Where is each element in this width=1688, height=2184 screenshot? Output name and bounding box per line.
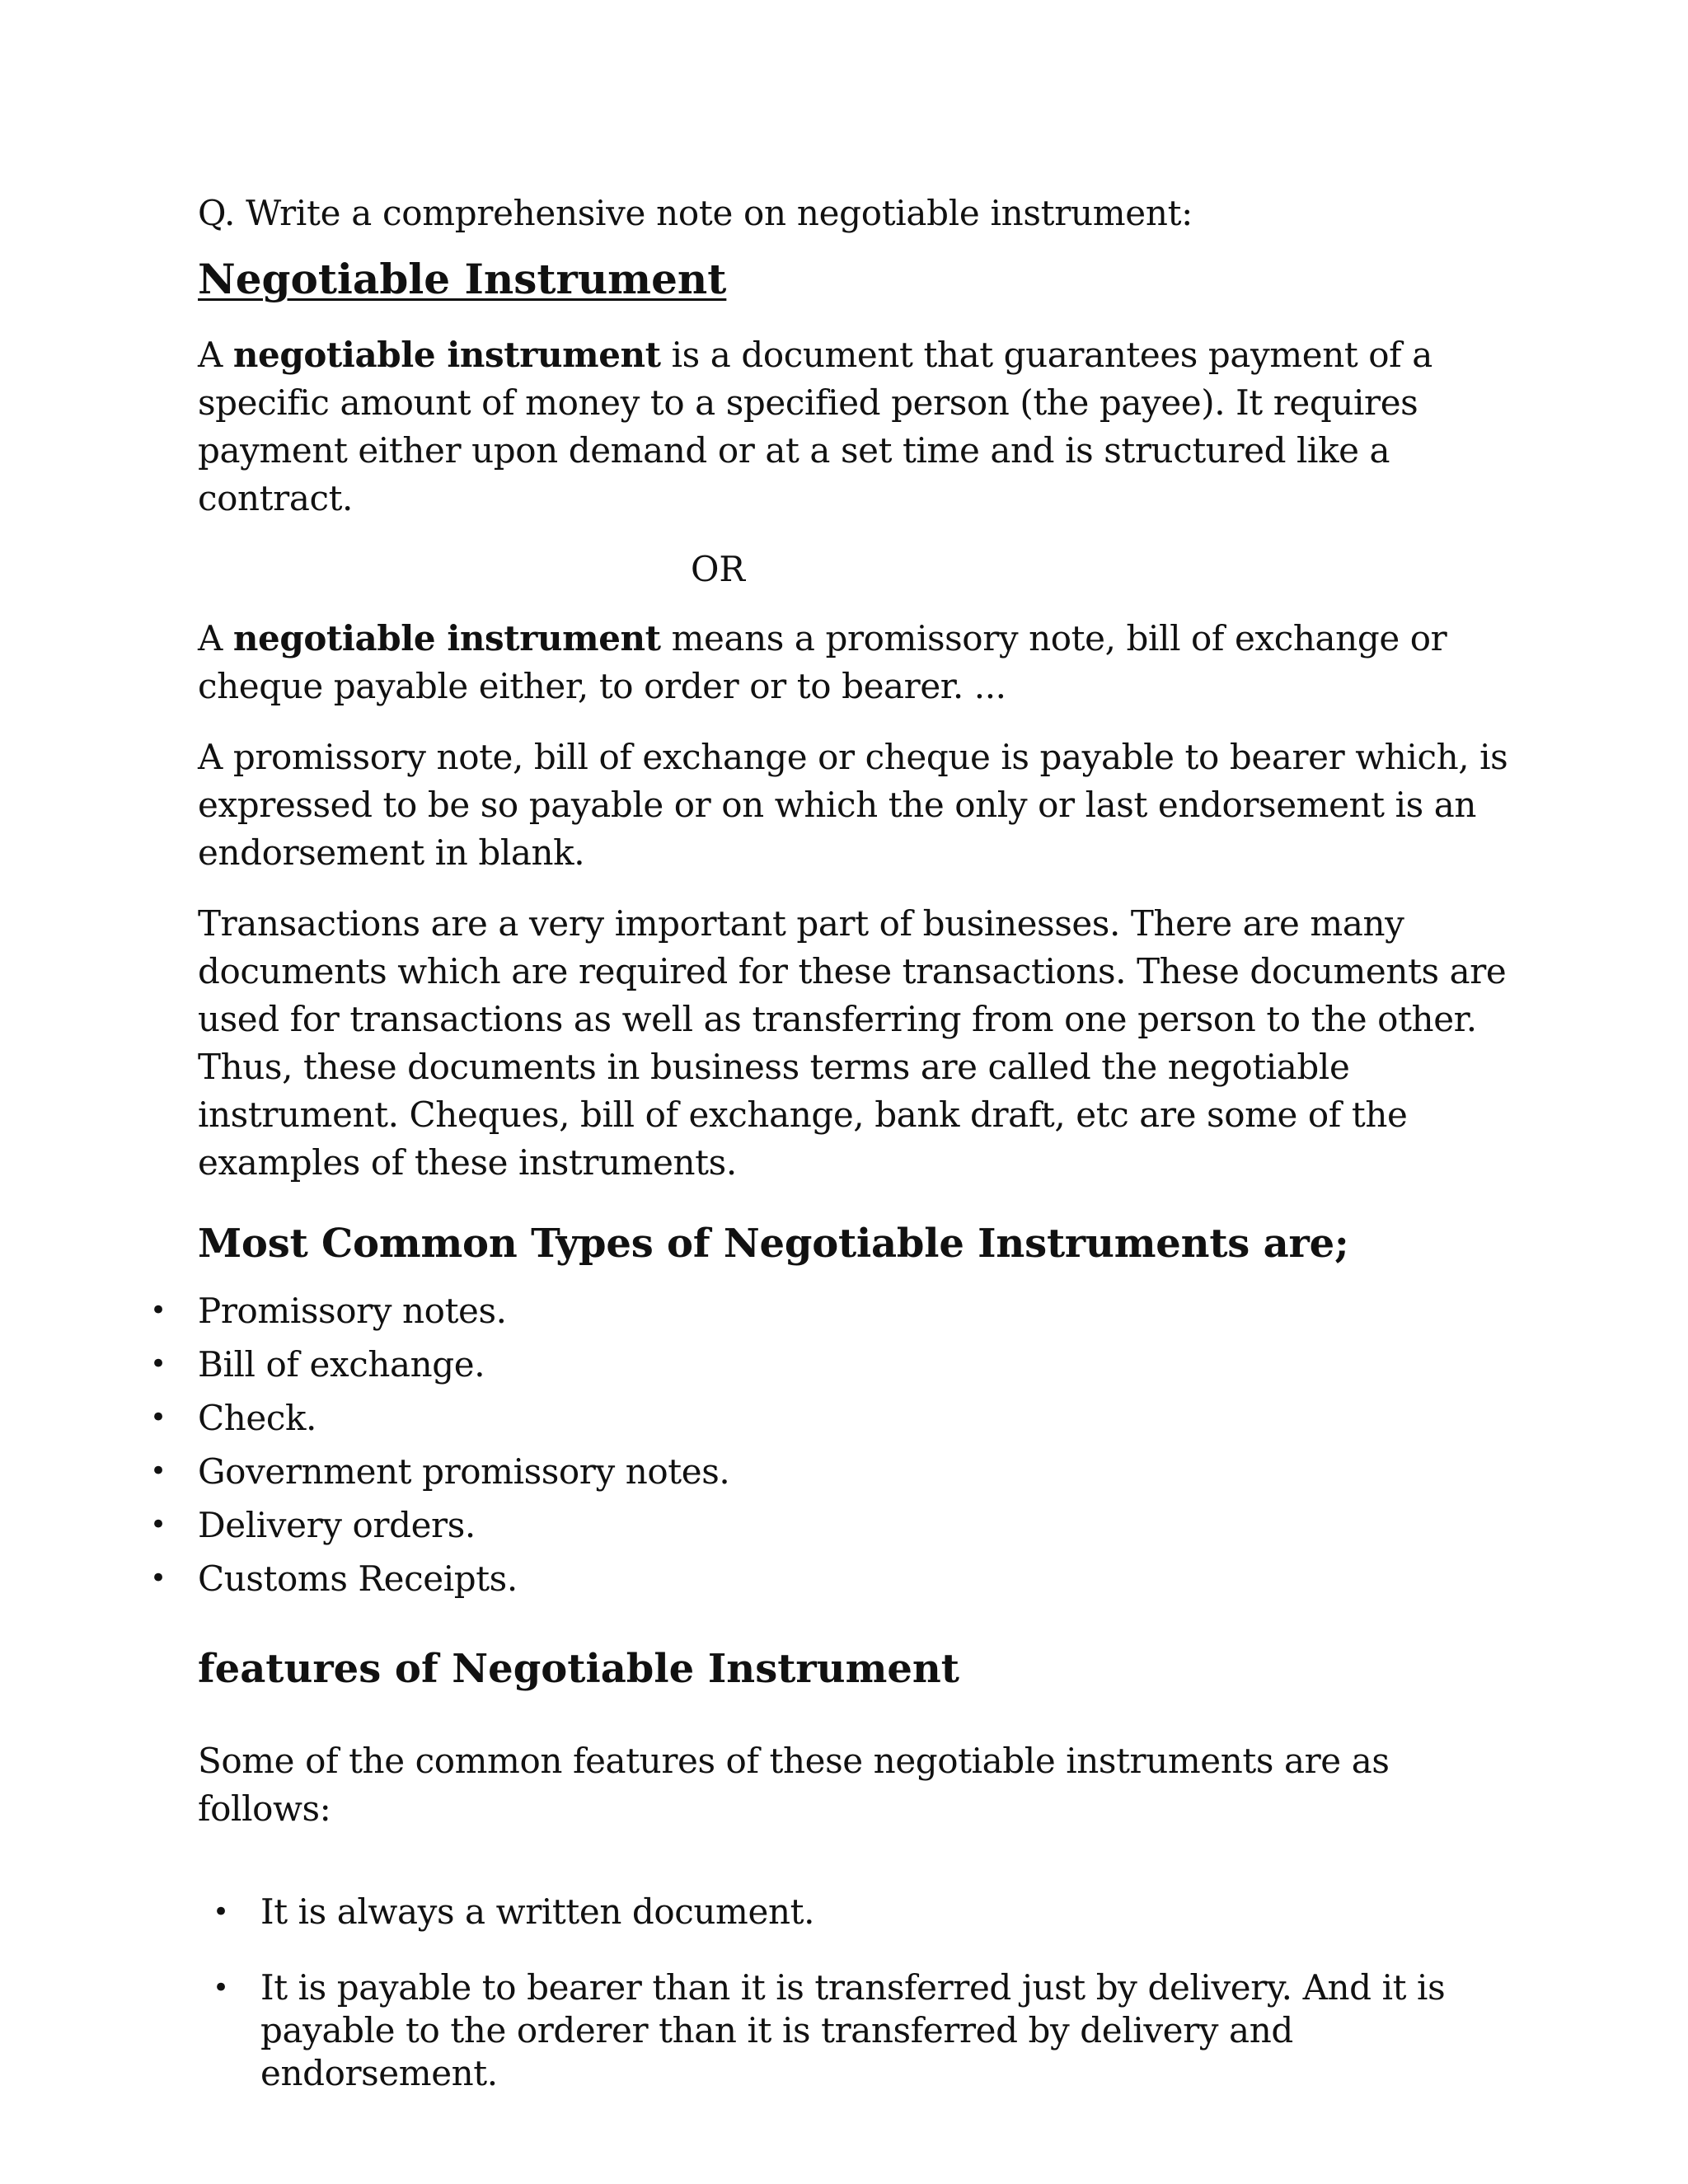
- bullet-icon: •: [213, 1971, 229, 2004]
- bullet-icon: •: [150, 1562, 166, 1595]
- list-item-text: Delivery orders.: [198, 1505, 476, 1545]
- main-heading: Negotiable Instrument: [198, 255, 727, 303]
- features-heading: features of Negotiable Instrument: [198, 1646, 959, 1692]
- list-item-text: Customs Receipts.: [198, 1558, 518, 1599]
- definition-2-prefix: A: [198, 618, 233, 658]
- features-list: [198, 1891, 1517, 2095]
- list-item: [213, 1966, 1517, 2095]
- definition-1-term: negotiable instrument: [232, 335, 661, 375]
- definition-paragraph-1: [198, 331, 1517, 523]
- bullet-icon: •: [150, 1401, 166, 1434]
- definition-paragraph-2: [198, 615, 1517, 710]
- definition-1-prefix: A: [198, 335, 233, 375]
- bullet-icon: •: [150, 1294, 166, 1327]
- definition-2-body: means a promissory note, bill of exchange or cheque payable either, to order or to bearer. ...: [198, 618, 1447, 706]
- list-item-text: Check.: [198, 1398, 316, 1438]
- definition-2-term: negotiable instrument: [232, 618, 661, 658]
- bullet-icon: •: [150, 1508, 166, 1541]
- question-text: Q. Write a comprehensive note on negotiable instrument:: [198, 193, 1193, 233]
- bearer-paragraph: A promissory note, bill of exchange or cheque is payable to bearer which, is expressed to be so payable or on which the only or last endorsement is an endorsement in blank.: [198, 737, 1508, 873]
- list-item: [150, 1552, 1517, 1605]
- list-item-text: Bill of exchange.: [198, 1344, 485, 1385]
- list-item: [150, 1498, 1517, 1552]
- list-item: [150, 1338, 1517, 1391]
- list-item: [150, 1445, 1517, 1498]
- list-item: [213, 1891, 1517, 1933]
- bullet-icon: •: [213, 1896, 229, 1929]
- list-item-text: It is always a written document.: [260, 1891, 815, 1932]
- document-page: [150, 190, 1517, 2128]
- list-item-text: Government promissory notes.: [198, 1451, 730, 1492]
- bullet-icon: •: [150, 1347, 166, 1380]
- bullet-icon: •: [150, 1455, 166, 1488]
- list-item: [150, 1391, 1517, 1445]
- types-list: [150, 1284, 1517, 1605]
- list-item: [150, 1284, 1517, 1338]
- definition-1-body: is a document that guarantees payment of a specific amount of money to a specified person (the payee). It requires payment either upon demand or at a set time and is structured like a contract.: [198, 335, 1432, 518]
- or-separator: OR: [691, 549, 746, 589]
- features-intro: Some of the common features of these negotiable instruments are as follows:: [198, 1741, 1390, 1829]
- transactions-paragraph: Transactions are a very important part of businesses. There are many documents which are required for these transactions. These documents are used for transactions as well as transferring from one person to the other. Thus, these documents in business terms are called the negotiable instrument. Cheques, bill of exchange, bank draft, etc are some of the examples of these instruments.: [198, 903, 1507, 1183]
- types-heading: Most Common Types of Negotiable Instruments are;: [198, 1221, 1349, 1267]
- list-item-text: Promissory notes.: [198, 1291, 507, 1331]
- list-item-text: It is payable to bearer than it is transferred just by delivery. And it is payable to the orderer than it is transferred by delivery and endorsement.: [260, 1967, 1446, 2093]
